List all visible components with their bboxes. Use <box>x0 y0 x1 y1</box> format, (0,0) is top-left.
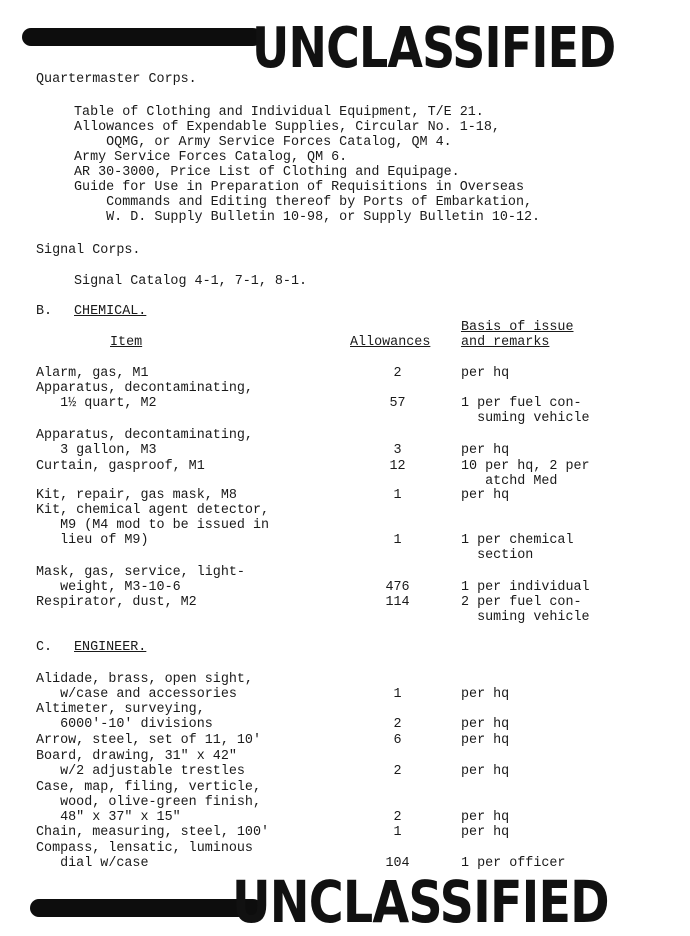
engineer-allowance: 1 <box>393 687 402 702</box>
signal-line: Signal Catalog 4-1, 7-1, 8-1. <box>74 274 308 289</box>
chemical-item-text: Kit, chemical agent detector, <box>36 503 270 518</box>
chemical-item-text: Respirator, dust, M2 <box>36 595 197 610</box>
engineer-item-text: 48" x 37" x 15" <box>36 810 181 825</box>
redaction-bar-bottom <box>30 899 262 917</box>
engineer-item-text: w/case and accessories <box>36 687 237 702</box>
classification-stamp-bottom: UNCLASSIFIED <box>232 868 609 936</box>
engineer-allowance: 2 <box>393 764 402 779</box>
chemical-allowance: 476 <box>385 580 410 595</box>
engineer-item-text: Case, map, filing, verticle, <box>36 780 261 795</box>
engineer-item-text: 6000'-10' divisions <box>36 717 213 732</box>
engineer-remarks: per hq <box>461 687 510 702</box>
engineer-item-text: Chain, measuring, steel, 100' <box>36 825 270 840</box>
chemical-remarks: per hq <box>461 443 510 458</box>
chemical-remarks: 1 per fuel con- <box>461 396 582 411</box>
chemical-remarks: 2 per fuel con- <box>461 595 582 610</box>
engineer-item-text: dial w/case <box>36 856 149 871</box>
col-header-basis-2: and remarks <box>461 335 550 350</box>
chemical-remarks: atchd Med <box>461 474 558 489</box>
chemical-item-text: weight, M3-10-6 <box>36 580 181 595</box>
chemical-allowance: 1 <box>393 533 402 548</box>
chemical-item-text: Apparatus, decontaminating, <box>36 428 253 443</box>
chemical-remarks: suming vehicle <box>461 411 590 426</box>
chemical-letter: B. <box>36 304 53 319</box>
chemical-title: CHEMICAL. <box>74 304 147 319</box>
engineer-remarks: 1 per officer <box>461 856 566 871</box>
chemical-item-text: lieu of M9) <box>36 533 149 548</box>
engineer-remarks: per hq <box>461 764 510 779</box>
qm-line-8: W. D. Supply Bulletin 10-98, or Supply Bulletin 10-12. <box>74 210 541 225</box>
chemical-item-text: 1½ quart, M2 <box>36 396 157 411</box>
engineer-allowance: 6 <box>393 733 402 748</box>
engineer-item-text: wood, olive-green finish, <box>36 795 261 810</box>
qm-line-7: Commands and Editing thereof by Ports of Embarkation, <box>74 195 533 210</box>
qm-line-1: Table of Clothing and Individual Equipment, T/E 21. <box>74 105 484 120</box>
engineer-remarks: per hq <box>461 825 510 840</box>
chemical-item-text: Mask, gas, service, light- <box>36 565 245 580</box>
engineer-item-text: Alidade, brass, open sight, <box>36 672 253 687</box>
col-header-basis-1: Basis of issue <box>461 320 574 335</box>
chemical-remarks: per hq <box>461 488 510 503</box>
qm-heading: Quartermaster Corps. <box>36 72 197 87</box>
engineer-item-text: Compass, lensatic, luminous <box>36 841 253 856</box>
chemical-remarks: 10 per hq, 2 per <box>461 459 590 474</box>
chemical-item-text: 3 gallon, M3 <box>36 443 157 458</box>
classification-stamp-top: UNCLASSIFIED <box>252 16 616 81</box>
engineer-item-text: Altimeter, surveying, <box>36 702 205 717</box>
chemical-remarks: section <box>461 548 534 563</box>
chemical-allowance: 1 <box>393 488 402 503</box>
chemical-item-text: M9 (M4 mod to be issued in <box>36 518 270 533</box>
engineer-remarks: per hq <box>461 810 510 825</box>
col-header-item: Item <box>110 335 143 350</box>
chemical-item-text: Kit, repair, gas mask, M8 <box>36 488 237 503</box>
chemical-allowance: 2 <box>393 366 402 381</box>
qm-line-4: Army Service Forces Catalog, QM 6. <box>74 150 348 165</box>
qm-line-5: AR 30-3000, Price List of Clothing and Equipage. <box>74 165 460 180</box>
engineer-letter: C. <box>36 640 53 655</box>
qm-line-3: OQMG, or Army Service Forces Catalog, QM 4. <box>74 135 452 150</box>
chemical-remarks: per hq <box>461 366 510 381</box>
chemical-item-text: Apparatus, decontaminating, <box>36 381 253 396</box>
engineer-title: ENGINEER. <box>74 640 147 655</box>
engineer-item-text: w/2 adjustable trestles <box>36 764 245 779</box>
engineer-item-text: Board, drawing, 31" x 42" <box>36 749 237 764</box>
chemical-item-text: Curtain, gasproof, M1 <box>36 459 205 474</box>
engineer-allowance: 2 <box>393 810 402 825</box>
chemical-allowance: 57 <box>389 396 406 411</box>
chemical-remarks: 1 per individual <box>461 580 590 595</box>
engineer-remarks: per hq <box>461 717 510 732</box>
chemical-allowance: 12 <box>389 459 406 474</box>
engineer-allowance: 104 <box>385 856 410 871</box>
chemical-remarks: 1 per chemical <box>461 533 574 548</box>
engineer-remarks: per hq <box>461 733 510 748</box>
chemical-remarks: suming vehicle <box>461 610 590 625</box>
engineer-allowance: 1 <box>393 825 402 840</box>
signal-heading: Signal Corps. <box>36 243 141 258</box>
col-header-allowances: Allowances <box>350 335 431 350</box>
qm-line-2: Allowances of Expendable Supplies, Circular No. 1-18, <box>74 120 500 135</box>
chemical-allowance: 114 <box>385 595 410 610</box>
qm-line-6: Guide for Use in Preparation of Requisitions in Overseas <box>74 180 524 195</box>
redaction-bar-top <box>22 28 262 46</box>
engineer-item-text: Arrow, steel, set of 11, 10' <box>36 733 261 748</box>
engineer-allowance: 2 <box>393 717 402 732</box>
chemical-allowance: 3 <box>393 443 402 458</box>
chemical-item-text: Alarm, gas, M1 <box>36 366 149 381</box>
